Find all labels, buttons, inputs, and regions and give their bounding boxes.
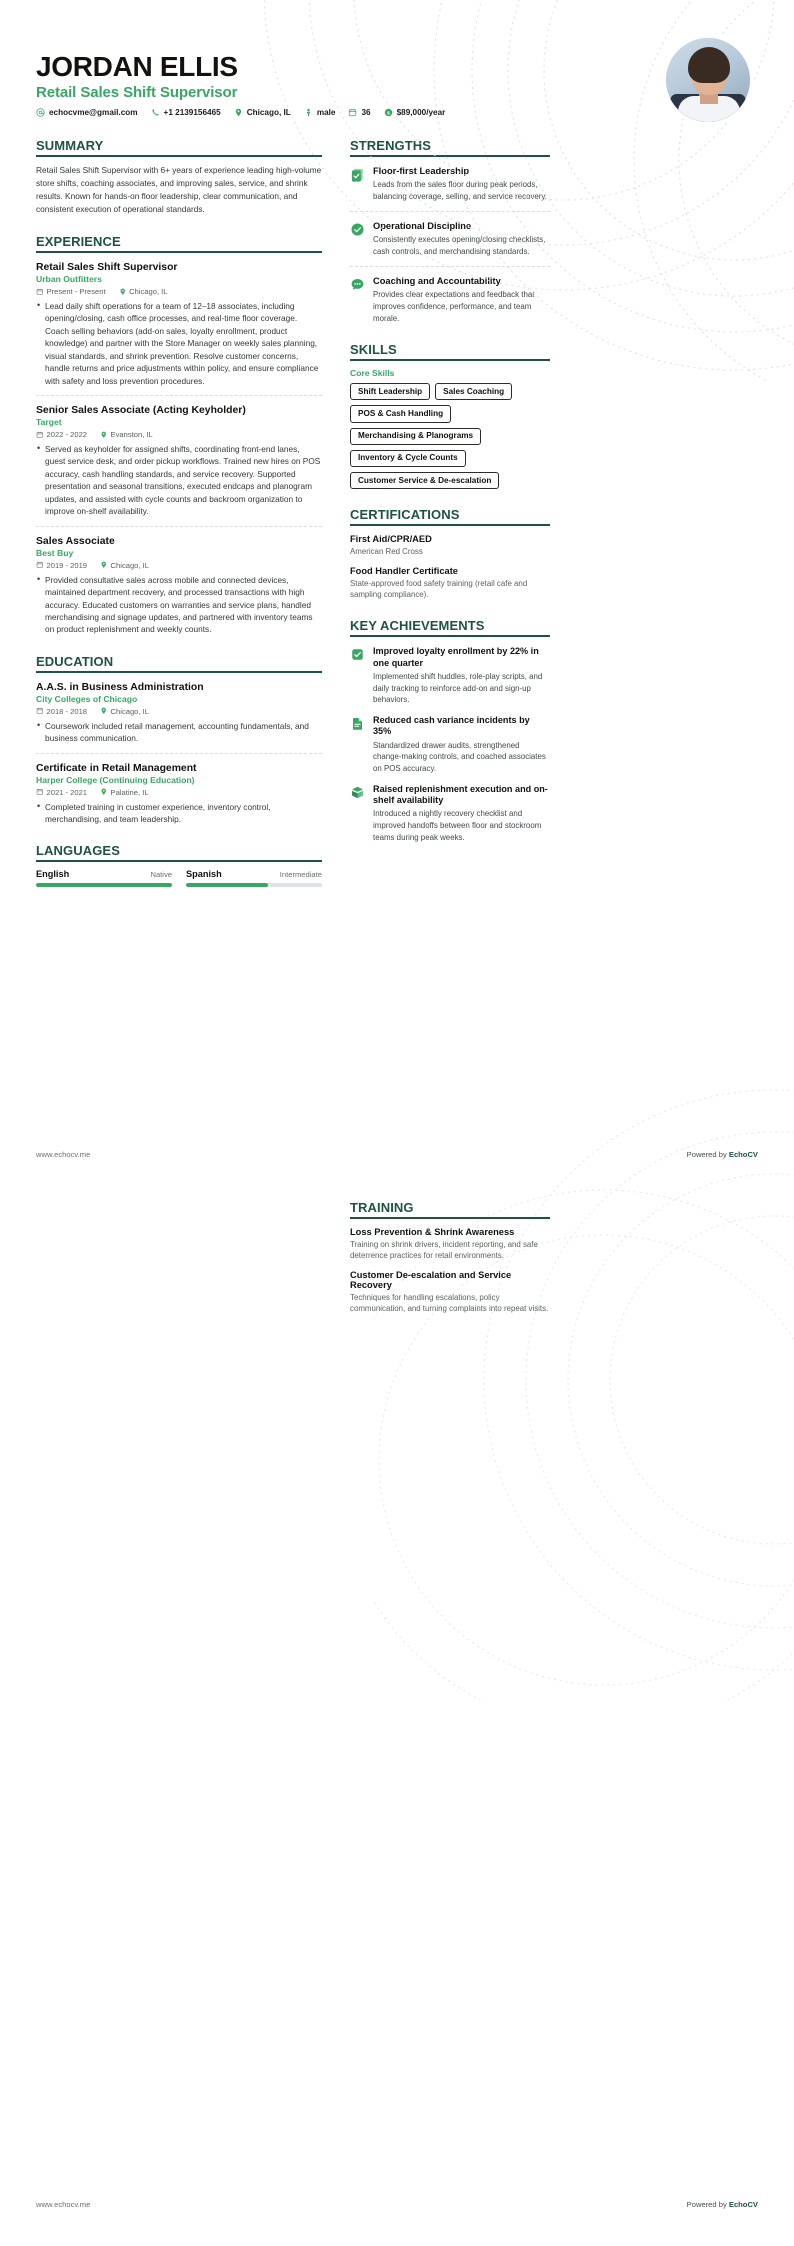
item-divider [36, 753, 322, 754]
education-item [36, 682, 322, 745]
education-bullets [36, 720, 322, 745]
job-location [119, 287, 168, 296]
strength-desc: Leads from the sales floor during peak periods, balancing coverage, selling, and service recovery. [373, 180, 547, 202]
education-heading: EDUCATION [36, 653, 114, 669]
clipboard-check-icon [350, 167, 365, 182]
job-meta [36, 287, 322, 296]
location-icon [100, 561, 108, 569]
job-title: Retail Sales Shift Supervisor [36, 261, 178, 273]
certification-item [350, 534, 550, 557]
email-icon [36, 108, 45, 117]
achievements-rule [350, 635, 550, 637]
contact-phone-text: +1 2139156465 [163, 108, 221, 118]
language-name: English [36, 869, 70, 880]
achievement-item [350, 784, 550, 844]
strength-desc: Provides clear expectations and feedback that improves confidence, performance, and team morale. [373, 290, 535, 323]
section-certifications [350, 507, 550, 600]
contact-age-text: 36 [361, 108, 371, 118]
page-footer [0, 1150, 794, 1159]
contact-email[interactable] [36, 108, 138, 117]
achievement-title: Raised replenishment execution and on-shelf availability [373, 783, 548, 806]
education-meta [36, 788, 322, 797]
education-bullet: • Coursework included retail management, accounting fundamentals, and business communication. [45, 720, 322, 745]
job-bullet: • Provided consultative sales across mobile and connected devices, maintained department recovery, and processed transactions with high accuracy. Educated customers on warranties and service plans, handled merchandising and signage updates, and partnered with inventory teams on product replenishment and weekly counts. [45, 574, 322, 636]
certifications-heading: CERTIFICATIONS [350, 507, 460, 523]
footer-site[interactable]: www.echocv.me [36, 2200, 91, 2209]
certification-sub: American Red Cross [350, 547, 423, 557]
contact-gender [304, 108, 336, 117]
education-dates [36, 788, 87, 797]
certification-name: First Aid/CPR/AED [350, 534, 432, 545]
footer-site[interactable]: www.echocv.me [36, 1150, 91, 1159]
job-dates [36, 287, 106, 296]
training-item [350, 1227, 550, 1262]
strength-body [373, 276, 550, 325]
achievement-title: Reduced cash variance incidents by 35% [373, 714, 530, 737]
experience-heading: EXPERIENCE [36, 234, 121, 250]
person-icon [304, 108, 313, 117]
language-bar [186, 883, 322, 887]
footer-powered-prefix: Powered by [686, 2200, 729, 2209]
strength-title: Coaching and Accountability [373, 275, 501, 286]
strength-divider [350, 266, 550, 267]
strength-title: Floor-first Leadership [373, 165, 470, 176]
language-bar-fill [36, 883, 172, 887]
education-location [100, 788, 149, 797]
education-dates [36, 707, 87, 716]
job-location [100, 430, 153, 439]
candidate-role: Retail Sales Shift Supervisor [36, 84, 238, 102]
section-strengths [350, 138, 550, 324]
job-bullet: • Lead daily shift operations for a team of 12–18 associates, including opening/closing, cash office processes, and real-time floor coverage. Coach selling behaviors (add-on sales, loyalty enrollment, product knowledge) and partner with the Store Manager on weekly sales planning, visual standards, and shrink prevention. Resolve customer concerns, handle returns and price adjustments within policy, and ensure compliance with safety and loss prevention procedures. [45, 300, 322, 387]
degree-title: A.A.S. in Business Administration [36, 681, 204, 693]
skill-tag[interactable]: POS & Cash Handling [350, 405, 451, 422]
contact-age [348, 108, 370, 117]
job-meta [36, 430, 322, 439]
item-divider [36, 395, 322, 396]
job-company: Urban Outfitters [36, 273, 102, 284]
achievement-body [373, 784, 550, 844]
certifications-rule [350, 524, 550, 526]
experience-item [36, 262, 322, 387]
strength-body [373, 166, 550, 203]
job-company: Best Buy [36, 547, 74, 558]
achievement-title: Improved loyalty enrollment by 22% in one quarter [373, 646, 539, 668]
education-bullet: • Completed training in customer experience, inventory control, merchandising, and team leadership. [45, 801, 322, 826]
strength-divider [350, 211, 550, 212]
education-meta [36, 707, 322, 716]
language-item [36, 869, 172, 887]
language-head [36, 869, 172, 879]
education-item [36, 763, 322, 826]
language-level: Intermediate [279, 870, 322, 880]
skill-tag[interactable]: Merchandising & Planograms [350, 428, 481, 445]
experience-rule [36, 251, 322, 253]
section-languages [36, 843, 322, 886]
section-education [36, 654, 322, 826]
section-training [350, 1200, 550, 1315]
document-icon [350, 716, 365, 731]
job-dates-text: Present - Present [46, 286, 106, 296]
skills-rule [350, 359, 550, 361]
section-achievements [350, 618, 550, 843]
strength-desc: Consistently executes opening/closing checklists, cash controls, and merchandising standards. [373, 235, 546, 257]
summary-rule [36, 155, 322, 157]
job-bullets [36, 300, 322, 387]
contact-gender-text: male [316, 108, 336, 118]
job-title: Sales Associate [36, 535, 115, 547]
language-name: Spanish [186, 869, 222, 880]
training-sub: Training on shrink drivers, incident reporting, and safe deterrence practices for retail environments. [350, 1239, 538, 1261]
location-icon [100, 707, 108, 715]
job-dates-text: 2022 - 2022 [46, 430, 88, 440]
location-icon [100, 431, 108, 439]
education-location-text: Chicago, IL [110, 706, 149, 716]
location-icon [100, 788, 108, 796]
strengths-heading: STRENGTHS [350, 138, 432, 153]
job-bullet: • Served as keyholder for assigned shifts, coordinating front-end lanes, guest service desk, and order pickup workflows. Trained new hires on POS accuracy, cash handling standards, and service recovery. Supported presentation and seasonal transitions, executed endcaps and planogram updates, and assisted with cycle counts and backroom organization to improve on-shelf availability. [45, 443, 322, 518]
job-location-text: Evanston, IL [110, 430, 153, 440]
languages-rule [36, 860, 322, 862]
skills-tag-list [350, 383, 550, 489]
training-item [350, 1270, 550, 1315]
skill-tag[interactable]: Customer Service & De-escalation [350, 472, 499, 489]
job-location-text: Chicago, IL [110, 560, 149, 570]
left-column [36, 122, 322, 887]
achievement-desc: Implemented shift huddles, role-play scripts, and daily tracking to reinforce add-on and sign-up behaviors. [373, 671, 543, 705]
contact-salary-text: $89,000/year [396, 108, 446, 118]
calendar-icon [36, 288, 44, 296]
resume-columns [0, 122, 794, 887]
achievement-desc: Introduced a nightly recovery checklist and improved handoffs between floor and stockroom teams during peak weeks. [373, 809, 542, 842]
decorative-arcs-mid [374, 1080, 794, 1700]
skill-tag[interactable]: Sales Coaching [435, 383, 512, 400]
chat-dots-icon [350, 277, 365, 292]
education-location [100, 707, 149, 716]
skill-tag[interactable]: Inventory & Cycle Counts [350, 450, 466, 467]
contact-row [36, 108, 754, 117]
location-icon [119, 288, 127, 296]
achievement-item [350, 715, 550, 775]
box-icon [350, 785, 365, 800]
contact-phone[interactable] [151, 108, 221, 117]
skill-tag[interactable]: Shift Leadership [350, 383, 430, 400]
language-item [186, 869, 322, 887]
training-sub: Techniques for handling escalations, policy communication, and turning complaints into repeat visits. [350, 1292, 549, 1314]
strengths-rule [350, 155, 550, 157]
section-experience [36, 234, 322, 636]
task-check-icon [350, 647, 365, 662]
summary-text: Retail Sales Shift Supervisor with 6+ years of experience leading high-volume store shifts, coaching associates, and improving sales, service, and shrink results. Known for hands-on floor leadership, clear communication, and consistent execution of operational standards. [36, 164, 322, 215]
calendar-icon [36, 788, 44, 796]
languages-grid [36, 869, 322, 887]
resume-header [0, 0, 794, 122]
skills-group-label: Core Skills [350, 368, 395, 379]
strength-item [350, 221, 550, 258]
strength-item [350, 276, 550, 325]
footer-brand [687, 1150, 758, 1159]
summary-heading: SUMMARY [36, 138, 104, 153]
avatar [666, 38, 750, 122]
calendar-icon [348, 108, 357, 117]
job-meta [36, 561, 322, 570]
achievements-heading: KEY ACHIEVEMENTS [350, 618, 485, 634]
training-heading: TRAINING [350, 1200, 414, 1215]
language-level: Native [150, 870, 172, 880]
achievement-body [373, 715, 550, 775]
check-circle-icon [350, 222, 365, 237]
job-dates-text: 2019 - 2019 [46, 560, 88, 570]
contact-location [234, 108, 291, 117]
certification-item [350, 566, 550, 601]
education-rule [36, 671, 322, 673]
item-divider [36, 526, 322, 527]
job-bullets [36, 443, 322, 518]
contact-location-text: Chicago, IL [246, 108, 291, 118]
job-dates [36, 561, 87, 570]
contact-salary [384, 108, 446, 117]
phone-icon [151, 108, 160, 117]
skills-heading: SKILLS [350, 342, 397, 358]
training-name: Loss Prevention & Shrink Awareness [350, 1226, 515, 1237]
strength-item [350, 166, 550, 203]
achievement-item [350, 646, 550, 706]
school-name: City Colleges of Chicago [36, 693, 138, 704]
language-bar [36, 883, 172, 887]
job-location [100, 561, 149, 570]
experience-item [36, 405, 322, 518]
languages-heading: LANGUAGES [36, 843, 120, 859]
strength-body [373, 221, 550, 258]
language-head [186, 869, 322, 879]
contact-email-text: echocvme@gmail.com [49, 108, 138, 118]
achievement-desc: Standardized drawer audits, strengthened change-making controls, and coached associates on POS accuracy. [373, 740, 546, 774]
training-rule [350, 1217, 550, 1219]
experience-item [36, 536, 322, 636]
svg-text:$: $ [386, 111, 390, 117]
job-bullets [36, 574, 322, 636]
footer-brand [687, 2200, 758, 2209]
candidate-name: JORDAN ELLIS [36, 51, 238, 82]
footer-brand-name: EchoCV [728, 1150, 758, 1159]
resume-page-2 [0, 1200, 794, 1315]
job-company: Target [36, 417, 62, 428]
strength-title: Operational Discipline [373, 220, 472, 231]
certification-name: Food Handler Certificate [350, 565, 458, 576]
section-skills [350, 342, 550, 489]
certification-sub: State-approved food safety training (retail cafe and sampling compliance). [350, 578, 528, 599]
training-name: Customer De-escalation and Service Recovery [350, 1269, 512, 1290]
salary-icon [384, 108, 393, 117]
education-location-text: Palatine, IL [110, 787, 149, 797]
education-bullets [36, 801, 322, 826]
school-name: Harper College (Continuing Education) [36, 774, 195, 785]
achievement-body [373, 646, 550, 706]
location-icon [234, 108, 243, 117]
calendar-icon [36, 561, 44, 569]
job-dates [36, 430, 87, 439]
calendar-icon [36, 707, 44, 715]
education-dates-text: 2021 - 2021 [46, 787, 88, 797]
calendar-icon [36, 431, 44, 439]
education-dates-text: 2018 - 2018 [46, 706, 88, 716]
degree-title: Certificate in Retail Management [36, 762, 197, 774]
job-title: Senior Sales Associate (Acting Keyholder) [36, 405, 246, 417]
language-bar-fill [186, 883, 268, 887]
footer-powered-prefix: Powered by [686, 1150, 729, 1159]
section-summary [36, 138, 322, 216]
footer-brand-name: EchoCV [728, 2200, 758, 2209]
page-footer [0, 2200, 794, 2209]
job-location-text: Chicago, IL [129, 286, 168, 296]
right-column [350, 122, 550, 844]
